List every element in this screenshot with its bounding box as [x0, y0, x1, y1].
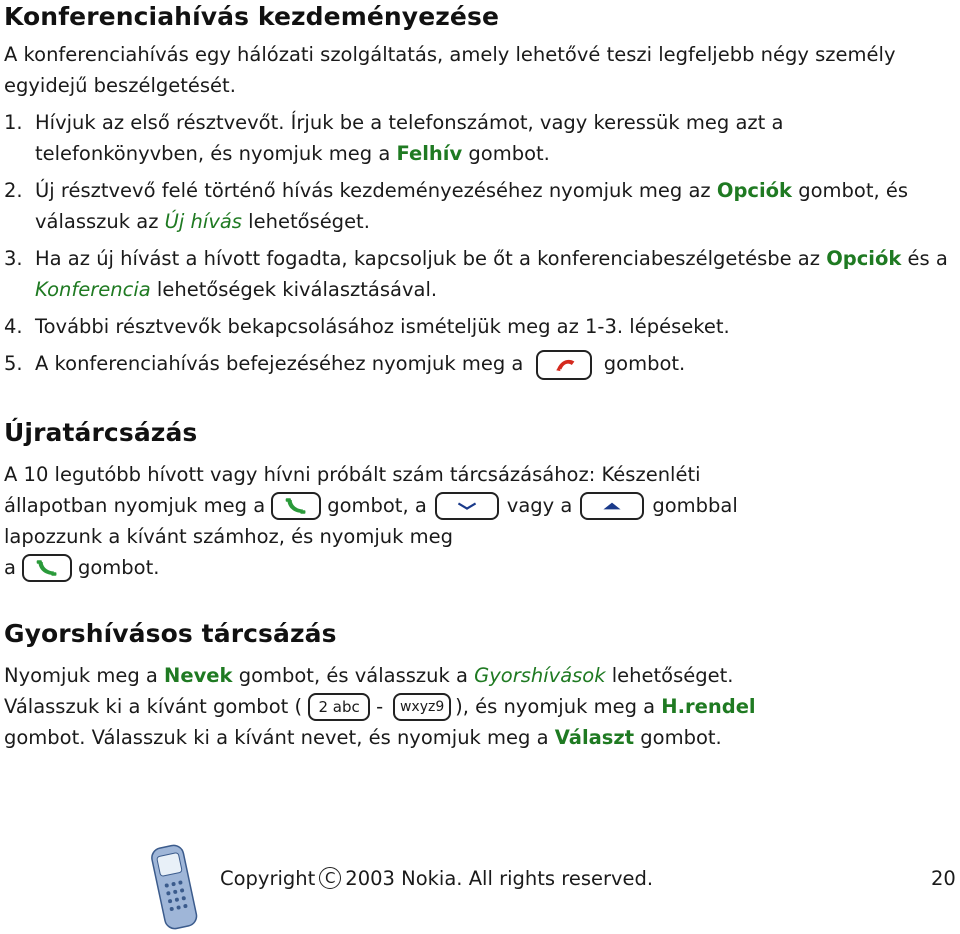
conference-steps	[4, 107, 954, 380]
section-title-speed-dial: Gyorshívásos tárcsázás	[4, 618, 337, 648]
section-title-conference: Konferenciahívás kezdeményezése	[4, 2, 500, 31]
page	[4, 0, 954, 753]
list-item: 1. Hívjuk az első résztvevőt. Írjuk be a telefonszámot, vagy keressük meg azt a telefonkönyvben, és nyomjuk meg a Felhív gombot.	[4, 111, 784, 165]
call-key-icon	[22, 554, 72, 582]
softkey-label: H.rendel	[661, 694, 756, 718]
softkey-label: Opciók	[716, 179, 793, 202]
key-9-icon: wxyz9	[393, 693, 451, 721]
speed-dial-text: Nyomjuk meg a Nevek gombot, és válasszuk a Gyorshívások lehetőséget. Válasszuk ki a kívánt gombot ( 2 abc - wxyz9 ), és nyomjuk meg a H.rendel gombot. Válasszuk ki a kívánt nevet, és nyomjuk meg a Választ gombot.	[4, 663, 756, 749]
list-item: 4. További résztvevők bekapcsolásához ismételjük meg az 1-3. lépéseket.	[4, 315, 730, 338]
softkey-label: Választ	[554, 725, 635, 749]
menu-option: Új hívás	[164, 210, 242, 233]
end-call-key-icon	[536, 350, 592, 380]
scroll-up-key-icon	[580, 492, 644, 520]
list-item: 2. Új résztvevő felé történő hívás kezdeményezéséhez nyomjuk meg az Opciók gombot, és válasszuk az Új hívás lehetőséget.	[4, 179, 909, 233]
softkey-label: Felhív	[396, 142, 463, 165]
list-item: 3. Ha az új hívást a hívott fogadta, kapcsoljuk be őt a konferenciabeszélgetésbe az Opciók és a Konferencia lehetőségek kiválasztásával.	[4, 247, 948, 301]
menu-option: Konferencia	[35, 278, 151, 301]
key-2-icon: 2 abc	[308, 693, 370, 721]
footer	[0, 840, 960, 933]
nokia-phone-icon	[146, 842, 202, 930]
scroll-down-key-icon	[435, 492, 499, 520]
section-title-redial: Újratárcsázás	[4, 417, 198, 447]
softkey-label: Opciók	[826, 247, 902, 270]
page-number: 20	[931, 867, 956, 890]
redial-text: A 10 legutóbb hívott vagy hívni próbált szám tárcsázásához: Készenléti állapotban nyomjuk meg a gombot, a vagy a gombbal lapozzunk a kívánt számhoz, és nyomjuk meg a gombot.	[4, 459, 954, 583]
softkey-label: Nevek	[164, 663, 233, 687]
conference-intro: A konferenciahívás egy hálózati szolgáltatás, amely lehetővé teszi legfeljebb négy személy egyidejű beszélgetését.	[4, 43, 896, 97]
call-key-icon	[271, 492, 321, 520]
copyright-symbol: C	[319, 867, 341, 889]
menu-option: Gyorshívások	[474, 663, 606, 687]
copyright: Copyright C 2003 Nokia. All rights reserved.	[220, 867, 654, 890]
list-item: 5. A konferenciahívás befejezéséhez nyomjuk meg a gombot.	[4, 348, 954, 380]
